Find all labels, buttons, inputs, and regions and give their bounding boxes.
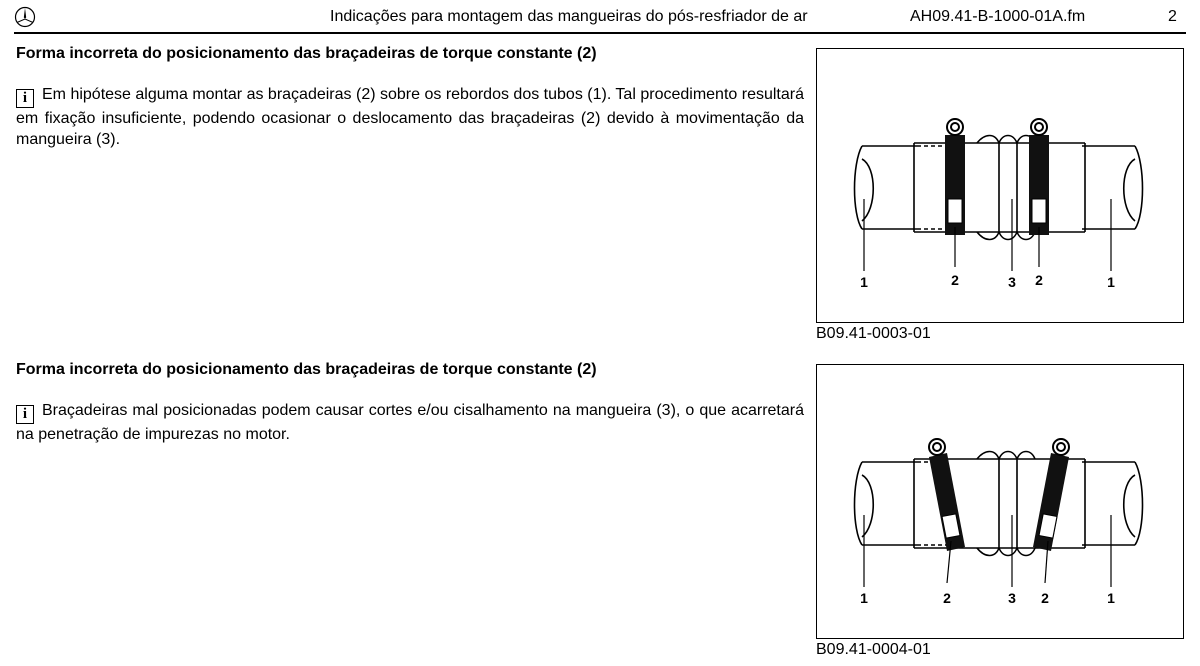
label-tube-right: 1: [1107, 590, 1115, 606]
hose-clamp-diagram-tilted: [817, 365, 1183, 638]
hose-clamp-diagram-straight: [817, 49, 1183, 322]
label-hose: 3: [1008, 590, 1016, 606]
section-1-title: Forma incorreta do posicionamento das braçadeiras de torque constante (2): [16, 45, 597, 62]
section-2-paragraph: [16, 400, 804, 445]
label-clamp-left: 2: [943, 590, 951, 606]
figure-1-id: B09.41-0003-01: [816, 325, 931, 342]
figure-1: [816, 48, 1184, 323]
figure-2-id: B09.41-0004-01: [816, 641, 931, 658]
label-tube-left: 1: [860, 590, 868, 606]
mercedes-star-icon: [14, 6, 36, 28]
label-clamp-left: 2: [951, 272, 959, 288]
page-number: 2: [1168, 8, 1177, 25]
document-title: Indicações para montagem das mangueiras do pós-resfriador de ar: [330, 8, 808, 25]
label-clamp-right: 2: [1041, 590, 1049, 606]
label-clamp-right: 2: [1035, 272, 1043, 288]
label-tube-right: 1: [1107, 274, 1115, 290]
page-header: [0, 0, 1200, 36]
section-2-title: Forma incorreta do posicionamento das braçadeiras de torque constante (2): [16, 361, 597, 378]
section-2-text: Braçadeiras mal posicionadas podem causar cortes e/ou cisalhamento na mangueira (3), o que acarretará na penetração de impurezas no motor.: [16, 402, 804, 443]
label-hose: 3: [1008, 274, 1016, 290]
header-divider: [14, 32, 1186, 34]
document-file-name: AH09.41-B-1000-01A.fm: [910, 8, 1086, 25]
info-icon: i: [16, 89, 34, 108]
section-1-paragraph: [16, 84, 804, 150]
label-tube-left: 1: [860, 274, 868, 290]
section-1-text: Em hipótese alguma montar as braçadeiras (2) sobre os rebordos dos tubos (1). Tal procedimento resultará em fixação insuficiente, podendo ocasionar o deslocamento das braçadeiras (2) devido à movimentação da mangueira (3).: [16, 86, 804, 148]
figure-2: [816, 364, 1184, 639]
info-icon: i: [16, 405, 34, 424]
